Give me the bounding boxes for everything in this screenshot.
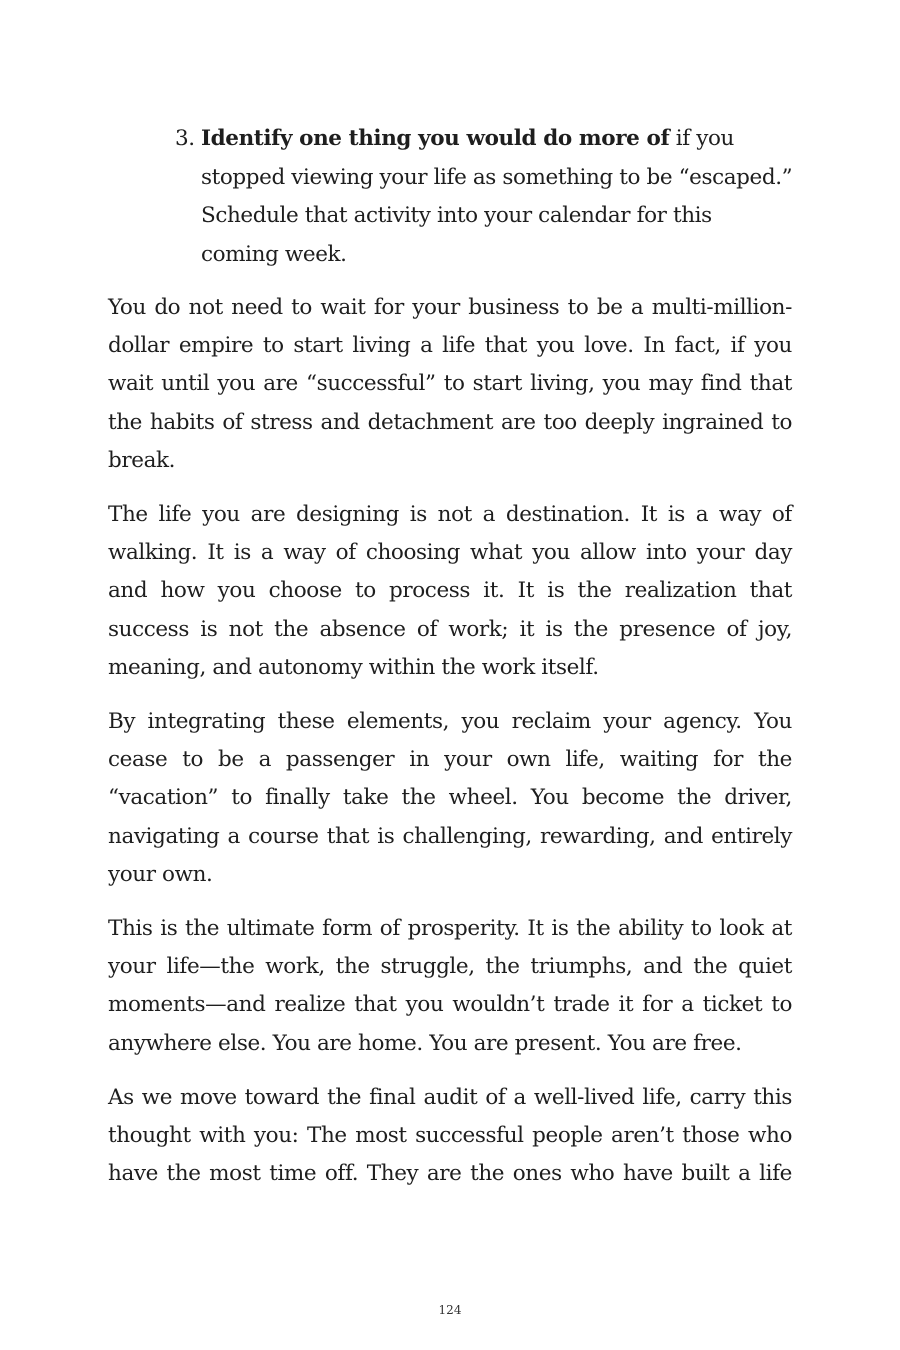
list-item-number: 3. (175, 126, 195, 151)
paragraph-4: This is the ultimate form of prosperity. It is the ability to look at your life—the work, the struggle, the triumphs, and the quiet moments—and realize that you wouldn’t trade it for a ticket to anywhere else. You are home. You are present. You are free. (108, 916, 792, 1056)
paragraph-1: You do not need to wait for your business to be a multi-million-dollar empire to start living a life that you love. In fact, if you wait until you are “successful” to start living, you may find that the habits of stress and detachment are too deeply ingrained to break. (108, 295, 792, 473)
paragraph-5: As we move toward the final audit of a well-lived life, carry this thought with you: The most successful people aren’t those who have the most time off. They are the ones who have built a life (108, 1084, 792, 1187)
list-item-bold-lead: Identify one thing you would do more of (201, 126, 670, 151)
list-item-text (201, 120, 795, 274)
paragraph-3: By integrating these elements, you reclaim your agency. You cease to be a passenger in your own life, waiting for the “vacation” to finally take the wheel. You become the driver, navigating a course that is challenging, rewarding, and entirely your own. (108, 709, 792, 887)
numbered-list-item (175, 120, 795, 274)
list-item-rest: if you stopped viewing your life as something to be “escaped.” Schedule that activity into your calendar for this coming week. (201, 126, 793, 267)
page-number: 124 (438, 1303, 462, 1317)
body-text (108, 289, 792, 1209)
paragraph-2: The life you are designing is not a destination. It is a way of walking. It is a way of choosing what you allow into your day and how you choose to process it. It is the realization that success is not the absence of work; it is the presence of joy, meaning, and autonomy within the work itself. (108, 502, 792, 680)
